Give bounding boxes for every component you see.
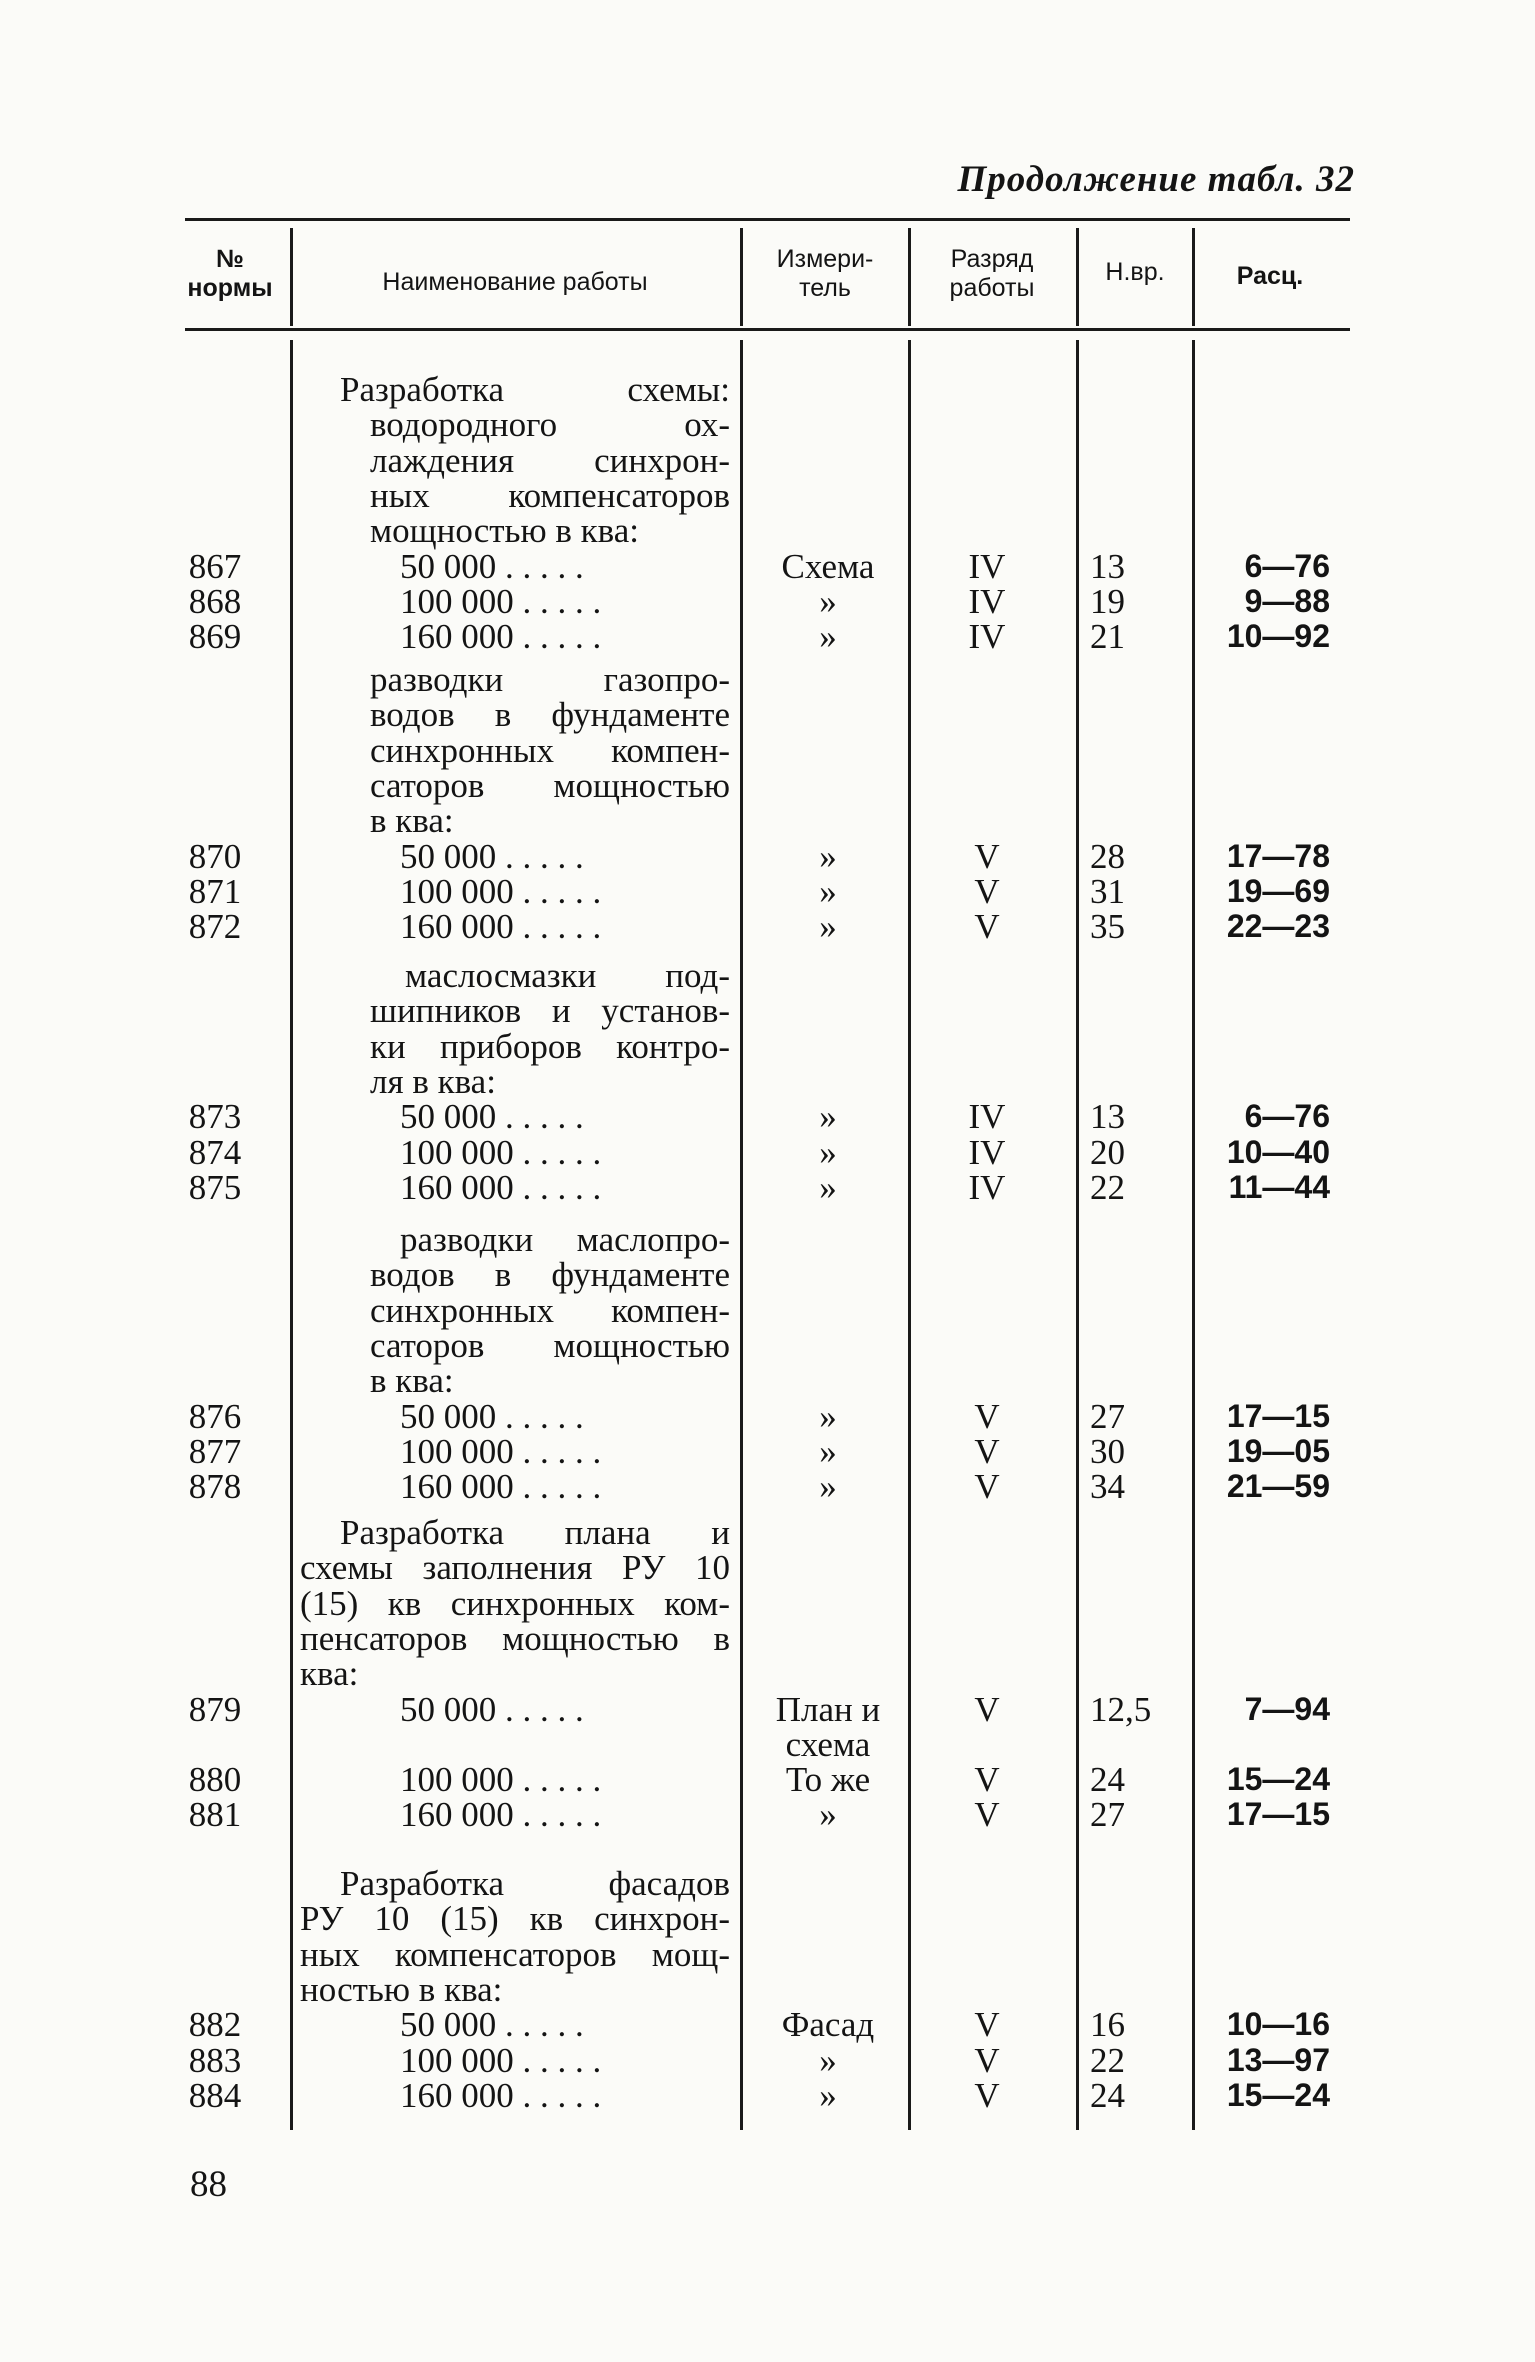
cell-qty: 160 000 . . . . . (400, 617, 602, 657)
description-line: саторов мощностью (370, 1325, 730, 1365)
cell-rank: IV (968, 617, 1006, 657)
description-line: (15) кв синхронных ком- (300, 1583, 730, 1623)
cell-qty: 50 000 . . . . . (400, 1689, 584, 1729)
body-separator (908, 340, 911, 2130)
header-num-line2: нормы (187, 274, 273, 302)
cell-qty: 100 000 . . . . . (400, 1132, 602, 1172)
cell-rank: V (974, 2075, 1000, 2115)
cell-rate: 7—94 (1244, 1690, 1330, 1727)
cell-hrs: 30 (1090, 1431, 1125, 1471)
header-separator (1192, 228, 1195, 326)
body-separator (1192, 340, 1195, 2130)
cell-qty: 100 000 . . . . . (400, 1760, 602, 1800)
page-number: 88 (190, 2164, 227, 2205)
cell-rank: V (974, 1396, 1000, 1436)
cell-num: 870 (188, 836, 242, 876)
cell-num: 872 (188, 907, 242, 947)
description-line: лаждения синхрон- (370, 440, 730, 480)
header-rank-line1: Разряд (950, 245, 1034, 273)
description-line: разводки газопро- (370, 660, 730, 699)
cell-qty: 50 000 . . . . . (400, 546, 584, 586)
cell-meas: » (819, 1097, 837, 1137)
cell-meas: » (819, 581, 837, 621)
cell-rank: V (974, 2005, 1000, 2045)
body-separator (1076, 340, 1079, 2130)
cell-hrs: 35 (1090, 907, 1125, 947)
cell-num: 876 (188, 1396, 242, 1436)
table-caption: Продолжение табл. 32 (957, 159, 1355, 200)
cell-hrs: 27 (1090, 1396, 1125, 1436)
cell-num: 874 (188, 1132, 242, 1172)
cell-meas: План и (775, 1689, 881, 1729)
header-separator (908, 228, 911, 326)
cell-rate: 21—59 (1226, 1468, 1330, 1505)
header-num (180, 245, 280, 303)
cell-meas-continued: схема (785, 1724, 871, 1764)
description-line: синхронных компен- (370, 730, 730, 770)
cell-qty: 100 000 . . . . . (400, 1431, 602, 1471)
body-separator (290, 340, 293, 2130)
cell-meas: » (819, 1467, 837, 1507)
cell-qty: 160 000 . . . . . (400, 907, 602, 947)
cell-rank: V (974, 1795, 1000, 1835)
cell-rank: V (974, 907, 1000, 947)
description-line: шипников и установ- (370, 991, 730, 1031)
cell-rank: V (974, 836, 1000, 876)
cell-rate: 6—76 (1244, 547, 1330, 584)
description-line: в ква: (370, 801, 454, 841)
description-line: разводки маслопро- (400, 1220, 730, 1259)
cell-qty: 160 000 . . . . . (400, 1795, 602, 1835)
cell-rate: 10—92 (1226, 618, 1330, 655)
cell-hrs: 13 (1090, 1097, 1125, 1137)
cell-rate: 6—76 (1244, 1098, 1330, 1135)
cell-num: 871 (188, 871, 242, 911)
cell-num: 881 (188, 1795, 242, 1835)
cell-rank: IV (968, 546, 1006, 586)
cell-hrs: 27 (1090, 1795, 1125, 1835)
cell-meas: » (819, 836, 837, 876)
cell-meas: » (819, 617, 837, 657)
cell-meas: » (819, 2075, 837, 2115)
cell-num: 879 (188, 1689, 242, 1729)
cell-hrs: 20 (1090, 1132, 1125, 1172)
description-line: водов в фундаменте (370, 695, 730, 735)
cell-meas: » (819, 1167, 837, 1207)
cell-num: 869 (188, 617, 242, 657)
description-line: синхронных компен- (370, 1290, 730, 1330)
cell-meas: Схема (781, 546, 875, 586)
cell-qty: 50 000 . . . . . (400, 1097, 584, 1137)
cell-meas: » (819, 907, 837, 947)
header-measure (745, 245, 905, 303)
cell-rate: 15—24 (1226, 1761, 1330, 1798)
cell-rank: V (974, 1689, 1000, 1729)
header-rank (912, 245, 1072, 303)
cell-hrs: 22 (1090, 1167, 1125, 1207)
cell-hrs: 21 (1090, 617, 1125, 657)
cell-hrs: 16 (1090, 2005, 1125, 2045)
cell-rank: V (974, 1431, 1000, 1471)
header-measure-line2: тель (799, 274, 851, 302)
cell-qty: 50 000 . . . . . (400, 836, 584, 876)
cell-rate: 17—15 (1226, 1397, 1330, 1434)
description-line: Разработка фасадов (340, 1864, 730, 1903)
header-separator (740, 228, 743, 326)
description-line: мощностью в ква: (370, 511, 639, 551)
description-line: саторов мощностью (370, 765, 730, 805)
cell-hrs: 13 (1090, 546, 1125, 586)
description-line: маслосмазки под- (405, 956, 730, 995)
cell-meas: » (819, 1795, 837, 1835)
cell-rank: V (974, 871, 1000, 911)
cell-num: 880 (188, 1760, 242, 1800)
cell-meas: » (819, 1396, 837, 1436)
body-separator (740, 340, 743, 2130)
description-line: ностью в ква: (300, 1969, 503, 2009)
cell-hrs: 22 (1090, 2040, 1125, 2080)
cell-rate: 11—44 (1228, 1168, 1330, 1205)
cell-rank: IV (968, 1132, 1006, 1172)
cell-rate: 13—97 (1226, 2041, 1330, 2078)
header-separator (290, 228, 293, 326)
description-line: ля в ква: (370, 1061, 496, 1101)
cell-qty: 160 000 . . . . . (400, 1467, 602, 1507)
cell-hrs: 31 (1090, 871, 1125, 911)
cell-rate: 17—78 (1226, 837, 1330, 874)
header-rate: Расц. (1236, 262, 1304, 290)
cell-rank: IV (968, 1097, 1006, 1137)
cell-qty: 100 000 . . . . . (400, 581, 602, 621)
header-name: Наименование работы (382, 268, 648, 296)
cell-rate: 15—24 (1226, 2076, 1330, 2113)
cell-num: 875 (188, 1167, 242, 1207)
cell-qty: 50 000 . . . . . (400, 1396, 584, 1436)
cell-qty: 160 000 . . . . . (400, 2075, 602, 2115)
header-top-rule (185, 218, 1350, 221)
description-line: РУ 10 (15) кв синхрон- (300, 1899, 730, 1939)
cell-qty: 160 000 . . . . . (400, 1167, 602, 1207)
cell-num: 884 (188, 2075, 242, 2115)
cell-num: 867 (188, 546, 242, 586)
cell-rate: 9—88 (1244, 582, 1330, 619)
cell-rate: 19—69 (1226, 872, 1330, 909)
description-line: ных компенсаторов мощ- (300, 1934, 730, 1974)
cell-num: 882 (188, 2005, 242, 2045)
cell-rate: 10—40 (1226, 1133, 1330, 1170)
description-line: Разработка схемы: (340, 370, 730, 409)
cell-meas: » (819, 871, 837, 911)
header-separator (1076, 228, 1079, 326)
description-line: ных компенсаторов (370, 475, 730, 515)
cell-hrs: 24 (1090, 2075, 1125, 2115)
cell-num: 877 (188, 1431, 242, 1471)
cell-meas: » (819, 1431, 837, 1471)
cell-rank: V (974, 1760, 1000, 1800)
header-hours: Н.вр. (1105, 258, 1165, 286)
cell-hrs: 24 (1090, 1760, 1125, 1800)
cell-qty: 100 000 . . . . . (400, 2040, 602, 2080)
cell-num: 868 (188, 581, 242, 621)
cell-rate: 19—05 (1226, 1432, 1330, 1469)
header-num-line1: № (216, 245, 244, 273)
cell-rank: V (974, 2040, 1000, 2080)
description-line: водородного ох- (370, 405, 730, 445)
description-line: в ква: (370, 1361, 454, 1401)
cell-meas: Фасад (781, 2005, 875, 2045)
header-rank-line2: работы (949, 274, 1035, 302)
cell-qty: 100 000 . . . . . (400, 871, 602, 911)
cell-rank: IV (968, 1167, 1006, 1207)
cell-num: 883 (188, 2040, 242, 2080)
description-line: ки приборов контро- (370, 1026, 730, 1066)
description-line: пенсаторов мощностью в (300, 1618, 730, 1658)
cell-hrs: 28 (1090, 836, 1125, 876)
cell-qty: 50 000 . . . . . (400, 2005, 584, 2045)
cell-rate: 10—16 (1226, 2006, 1330, 2043)
cell-num: 878 (188, 1467, 242, 1507)
cell-meas: То же (785, 1760, 871, 1800)
cell-meas: » (819, 2040, 837, 2080)
cell-rate: 17—15 (1226, 1796, 1330, 1833)
cell-rank: IV (968, 581, 1006, 621)
cell-rate: 22—23 (1226, 908, 1330, 945)
cell-hrs: 34 (1090, 1467, 1125, 1507)
cell-hrs: 19 (1090, 581, 1125, 621)
cell-hrs: 12,5 (1090, 1689, 1152, 1729)
cell-meas: » (819, 1132, 837, 1172)
description-line: водов в фундаменте (370, 1255, 730, 1295)
cell-num: 873 (188, 1097, 242, 1137)
description-line: Разработка плана и (340, 1513, 730, 1552)
header-measure-line1: Измери- (776, 245, 874, 273)
description-line: схемы заполнения РУ 10 (300, 1548, 730, 1588)
header-bottom-rule (185, 328, 1350, 331)
description-line: ква: (300, 1654, 359, 1694)
cell-rank: V (974, 1467, 1000, 1507)
